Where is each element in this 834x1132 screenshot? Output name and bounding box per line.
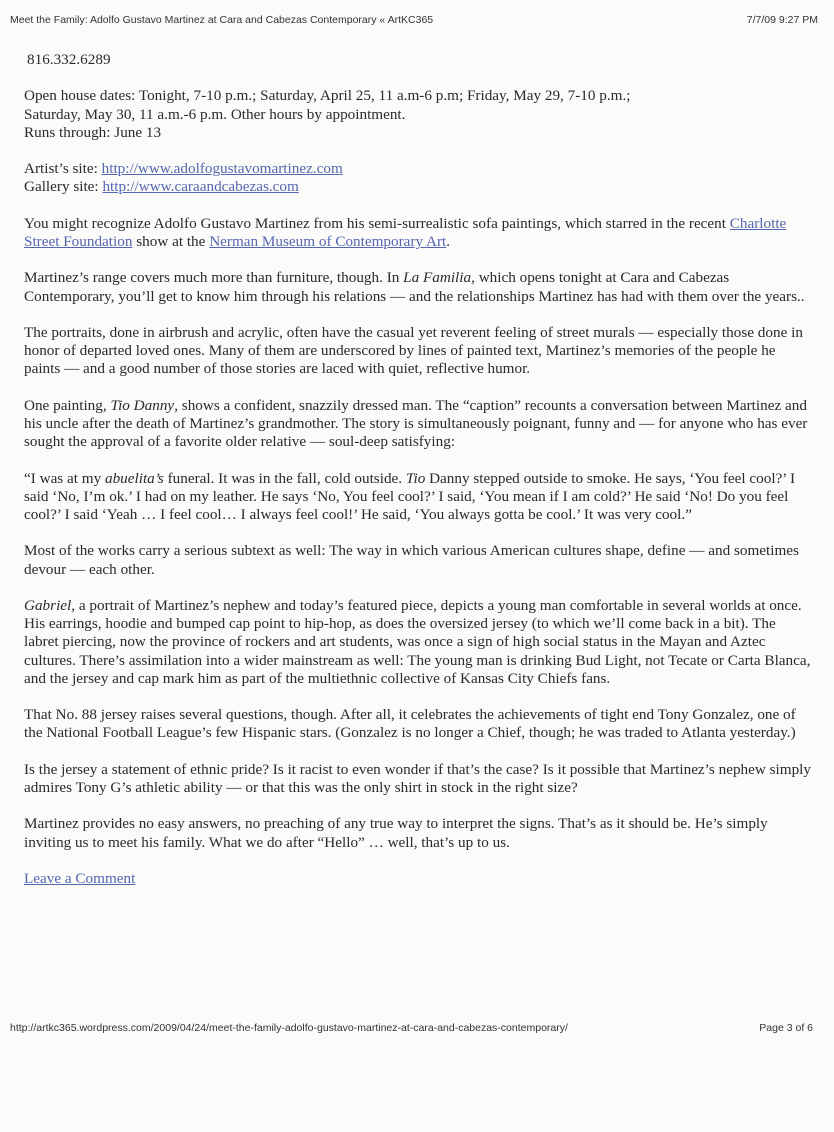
italic-word: abuelita’s <box>104 469 164 487</box>
painting-title: Gabriel <box>24 596 72 614</box>
paragraph-jersey: That No. 88 jersey raises several questions, though. After all, it celebrates the achievements of tight end Tony Gonzalez, one of the National Football League’s few Hispanic stars. (Gonzalez is no longer a Chief, though; he was traded to Atlanta yesterday.) <box>24 706 796 742</box>
paragraph-conclusion: Martinez provides no easy answers, no preaching of any true way to interpret the signs. That’s as it should be. He’s simply inviting us to meet his family. What we do after “Hello” … well, that’s up to us. <box>24 815 768 851</box>
text-run: , which opens tonight at Cara and Cabezas Contemporary, you’ll get to know him through his relations — and the relationships Martinez has had with them over the years.. <box>24 269 805 305</box>
open-house-info <box>24 87 814 142</box>
painting-title: Tio Danny <box>110 396 175 414</box>
gallery-site-link[interactable]: http://www.caraandcabezas.com <box>102 178 299 196</box>
artist-site-link[interactable]: http://www.adolfogustavomartinez.com <box>101 160 343 178</box>
text-run: , shows a confident, snazzily dressed man. The “caption” recounts a conversation between Martinez and his uncle after the death of Martinez’s grandmother. The story is simultaneously poignant, funny and — for anyone who has ever sought the approval of a favorite older relative — soul-deep satisfying: <box>24 396 808 451</box>
gallery-phone: 816.332.6289 <box>27 51 111 68</box>
text-run: Danny stepped outside to smoke. He says, ‘You feel cool?’ I said ‘No, I’m ok.’ I had on my leather. He says ‘No, You feel cool?’ I said, ‘You mean if I am cold?’ He said ‘No! Do you feel cool?’ I said ‘Yeah … I feel cool… I always feel cool!’ He said, ‘You always gotta be cool.’ It was very cool.” <box>24 469 796 523</box>
print-header-datetime: 7/7/09 9:27 PM <box>746 14 818 26</box>
gallery-site-label: Gallery site: <box>24 178 103 196</box>
charlotte-street-foundation-link[interactable]: Charlotte Street Foundation <box>24 214 787 250</box>
run-dates: Runs through: June 13 <box>24 123 162 141</box>
text-run: One painting, <box>24 396 111 414</box>
open-house-line-1: Open house dates: Tonight, 7-10 p.m.; Saturday, April 25, 11 a.m-6 p.m; Friday, May 29, 7-10 p.m.; <box>24 87 631 105</box>
text-run: Martinez’s range covers much more than furniture, though. In <box>24 269 404 287</box>
article-body <box>24 51 814 906</box>
paragraph-portraits: The portraits, done in airbrush and acrylic, often have the casual yet reverent feeling of street murals — especially those done in honor of departed loved ones. Many of them are underscored by lines of painted text, Martinez’s memories of the people he paints — and a good number of those stories are laced with quiet, reflective humor. <box>24 323 803 378</box>
print-footer-page: Page 3 of 6 <box>759 1022 813 1034</box>
leave-comment-link[interactable]: Leave a Comment <box>24 869 136 887</box>
text-run: , a portrait of Martinez’s nephew and today’s featured piece, depicts a young man comfortable in several worlds at once. His earrings, hoodie and bumped cap point to hip-hop, as does the oversized jersey (to which we’ll come back in a bit). The labret piercing, now the province of rockers and art students, was once a sign of high social status in the Mayan and Aztec cultures. There’s assimilation into a wider mainstream as well: The young man is drinking Bud Light, not Tecate or Carta Blanca, and the jersey and cap mark him as part of the multiethnic collective of Kansas City Chiefs fans. <box>24 596 811 687</box>
artist-site-label: Artist’s site: <box>24 160 102 178</box>
paragraph-intro <box>24 215 814 251</box>
paragraph-tio-danny <box>24 397 814 452</box>
nerman-museum-link[interactable]: Nerman Museum of Contemporary Art <box>209 232 447 250</box>
text-run: . <box>446 232 451 250</box>
print-footer-url: http://artkc365.wordpress.com/2009/04/24/meet-the-family-adolfo-gustavo-martinez-at-cara-and-cabezas-contemporary/ <box>10 1022 568 1034</box>
paragraph-la-familia <box>24 269 814 305</box>
italic-word: Tio <box>405 469 426 487</box>
text-run: “I was at my <box>24 469 105 487</box>
text-run: funeral. It was in the fall, cold outside. <box>163 469 406 487</box>
open-house-line-2: Saturday, May 30, 11 a.m.-6 p.m. Other hours by appointment. <box>24 105 406 123</box>
paragraph-questions: Is the jersey a statement of ethnic pride? Is it racist to even wonder if that’s the case? Is it possible that Martinez’s nephew simply admires Tony G’s athletic ability — or that this was the only shirt in stock in the right size? <box>24 760 811 796</box>
paragraph-subtext: Most of the works carry a serious subtext as well: The way in which various American cultures shape, define — and sometimes devour — each other. <box>24 542 799 578</box>
text-run: show at the <box>132 232 210 250</box>
paragraph-gabriel <box>24 597 814 688</box>
site-links <box>24 160 814 196</box>
text-run: You might recognize Adolfo Gustavo Martinez from his semi-surrealistic sofa paintings, which starred in the recent <box>24 214 730 232</box>
print-header-title: Meet the Family: Adolfo Gustavo Martinez at Cara and Cabezas Contemporary « ArtKC365 <box>10 14 434 26</box>
paragraph-quote <box>24 470 814 525</box>
exhibition-title: La Familia <box>403 269 472 287</box>
